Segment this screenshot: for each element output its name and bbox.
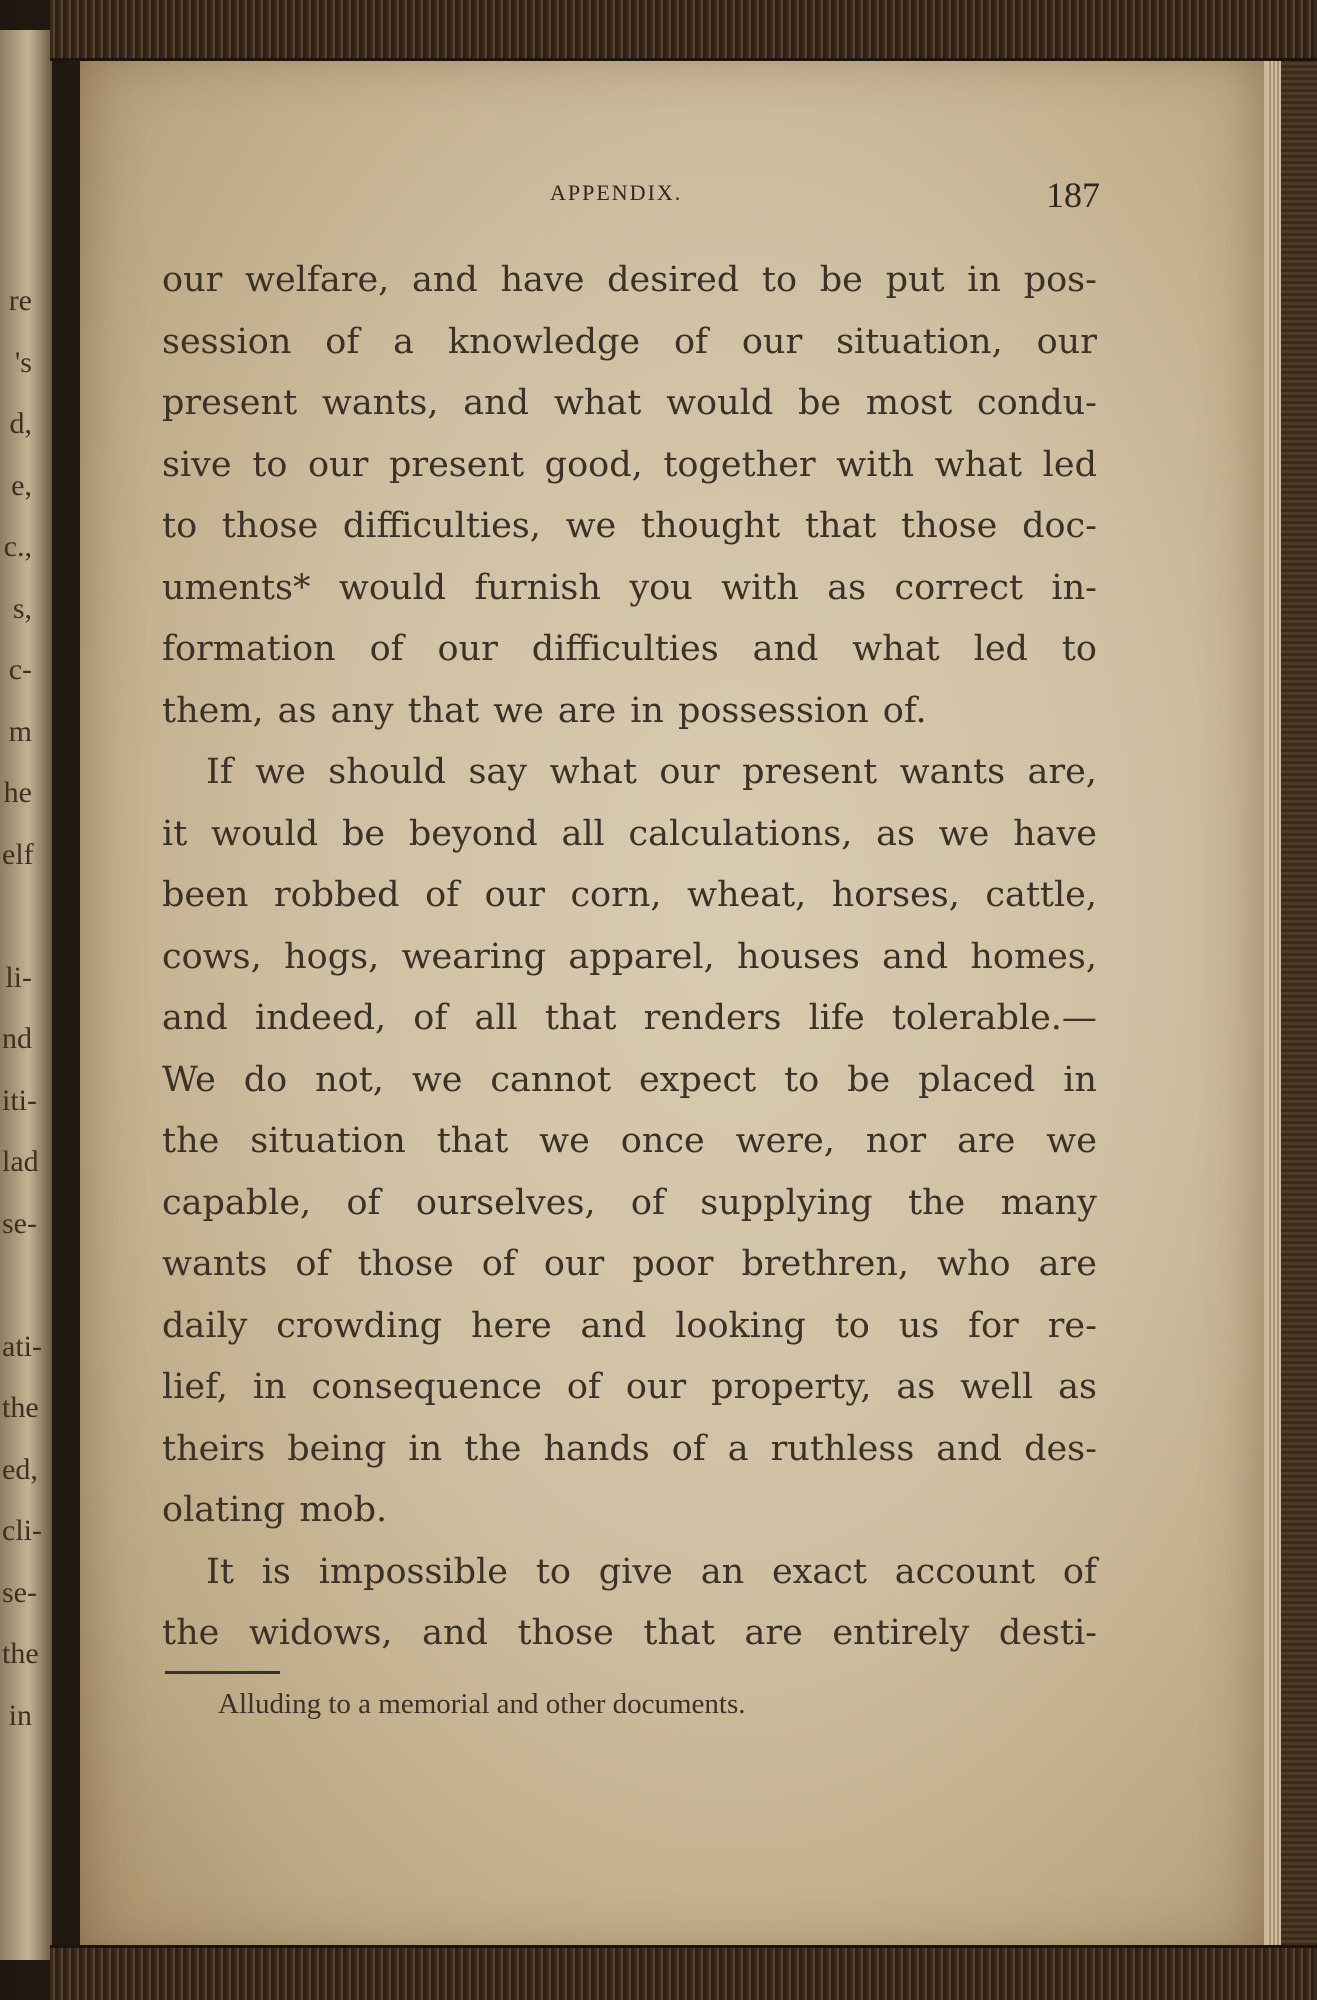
page-header: [160, 174, 1100, 214]
left-page-text-fragments: [2, 270, 42, 1746]
left-page-fragment: ed,: [2, 1452, 38, 1486]
text-line: cows, hogs, wearing apparel, houses and homes,: [162, 936, 1097, 977]
text-line: it would be beyond all calculations, as we have: [162, 813, 1097, 854]
left-page-fragment: iti-: [2, 1083, 37, 1117]
text-line: daily crowding here and looking to us for re-: [162, 1305, 1097, 1346]
left-page-fragment: elf: [2, 837, 34, 871]
text-line: been robbed of our corn, wheat, horses, cattle,: [162, 875, 1097, 915]
left-page-fragment: se-: [2, 1206, 37, 1240]
text-line: If we should say what our present wants are,: [206, 752, 1097, 792]
left-page-fragment: li-: [5, 960, 32, 994]
text-line: theirs being in the hands of a ruthless and des-: [162, 1428, 1097, 1469]
book-cover-right: [1277, 0, 1317, 2000]
left-page-fragment: re: [8, 284, 32, 317]
left-page-fragment: m: [8, 714, 32, 748]
left-page-fragment: se-: [2, 1575, 37, 1609]
book-cover-top: [50, 0, 1317, 61]
text-line: the widows, and those that are entirely desti-: [162, 1613, 1097, 1653]
text-line: present wants, and what would be most condu-: [162, 383, 1097, 423]
left-page-fragment: ati-: [2, 1329, 42, 1363]
text-line: them, as any that we are in possession of.: [162, 690, 927, 731]
left-page-fragment: e,: [11, 468, 32, 502]
left-page-fragment: [2, 885, 32, 947]
running-head: APPENDIX.: [550, 180, 683, 205]
left-page-fragment: c-: [8, 653, 32, 686]
left-page-fragment: c.,: [3, 530, 32, 563]
text-line: and indeed, of all that renders life tolerable.—: [162, 998, 1097, 1038]
left-page-fragment: he: [3, 776, 32, 809]
text-line: wants of those of our poor brethren, who are: [162, 1244, 1097, 1284]
left-page-fragment: s,: [12, 591, 32, 625]
left-page-fragment: in: [8, 1698, 32, 1732]
left-page-fragment: the: [2, 1637, 39, 1670]
left-page-edge: [0, 30, 52, 1960]
text-line: formation of our difficulties and what led to: [162, 629, 1097, 669]
footnote: Alluding to a memorial and other documents.: [218, 1688, 746, 1720]
left-page-fragment: [2, 1254, 32, 1316]
text-line: We do not, we cannot expect to be placed in: [162, 1059, 1097, 1100]
text-line: the situation that we once were, nor are we: [162, 1121, 1097, 1161]
left-page-fragment: 's: [14, 345, 32, 379]
text-line: sive to our present good, together with what led: [162, 444, 1097, 485]
left-page-fragment: d,: [9, 407, 32, 440]
text-line: session of a knowledge of our situation, our: [162, 321, 1097, 362]
text-line: capable, of ourselves, of supplying the many: [162, 1182, 1097, 1223]
book-cover-bottom: [50, 1945, 1317, 2000]
left-page-fragment: the: [2, 1391, 39, 1424]
text-line: to those difficulties, we thought that those doc-: [162, 506, 1097, 546]
text-line: uments* would furnish you with as correct in-: [162, 567, 1097, 608]
page-stack-edge: [1267, 50, 1281, 1950]
left-page-fragment: cli-: [2, 1514, 42, 1547]
footnote-rule: [165, 1671, 280, 1674]
body-text: [162, 250, 1097, 1665]
text-line: olating mob.: [162, 1490, 388, 1530]
left-page-fragment: nd: [2, 1022, 32, 1055]
text-line: our welfare, and have desired to be put in pos-: [162, 260, 1097, 300]
text-line: lief, in consequence of our property, as well as: [162, 1367, 1097, 1407]
page-number: 187: [1046, 175, 1100, 215]
text-line: It is impossible to give an exact account of: [206, 1551, 1097, 1592]
left-page-fragment: lad: [2, 1145, 39, 1178]
